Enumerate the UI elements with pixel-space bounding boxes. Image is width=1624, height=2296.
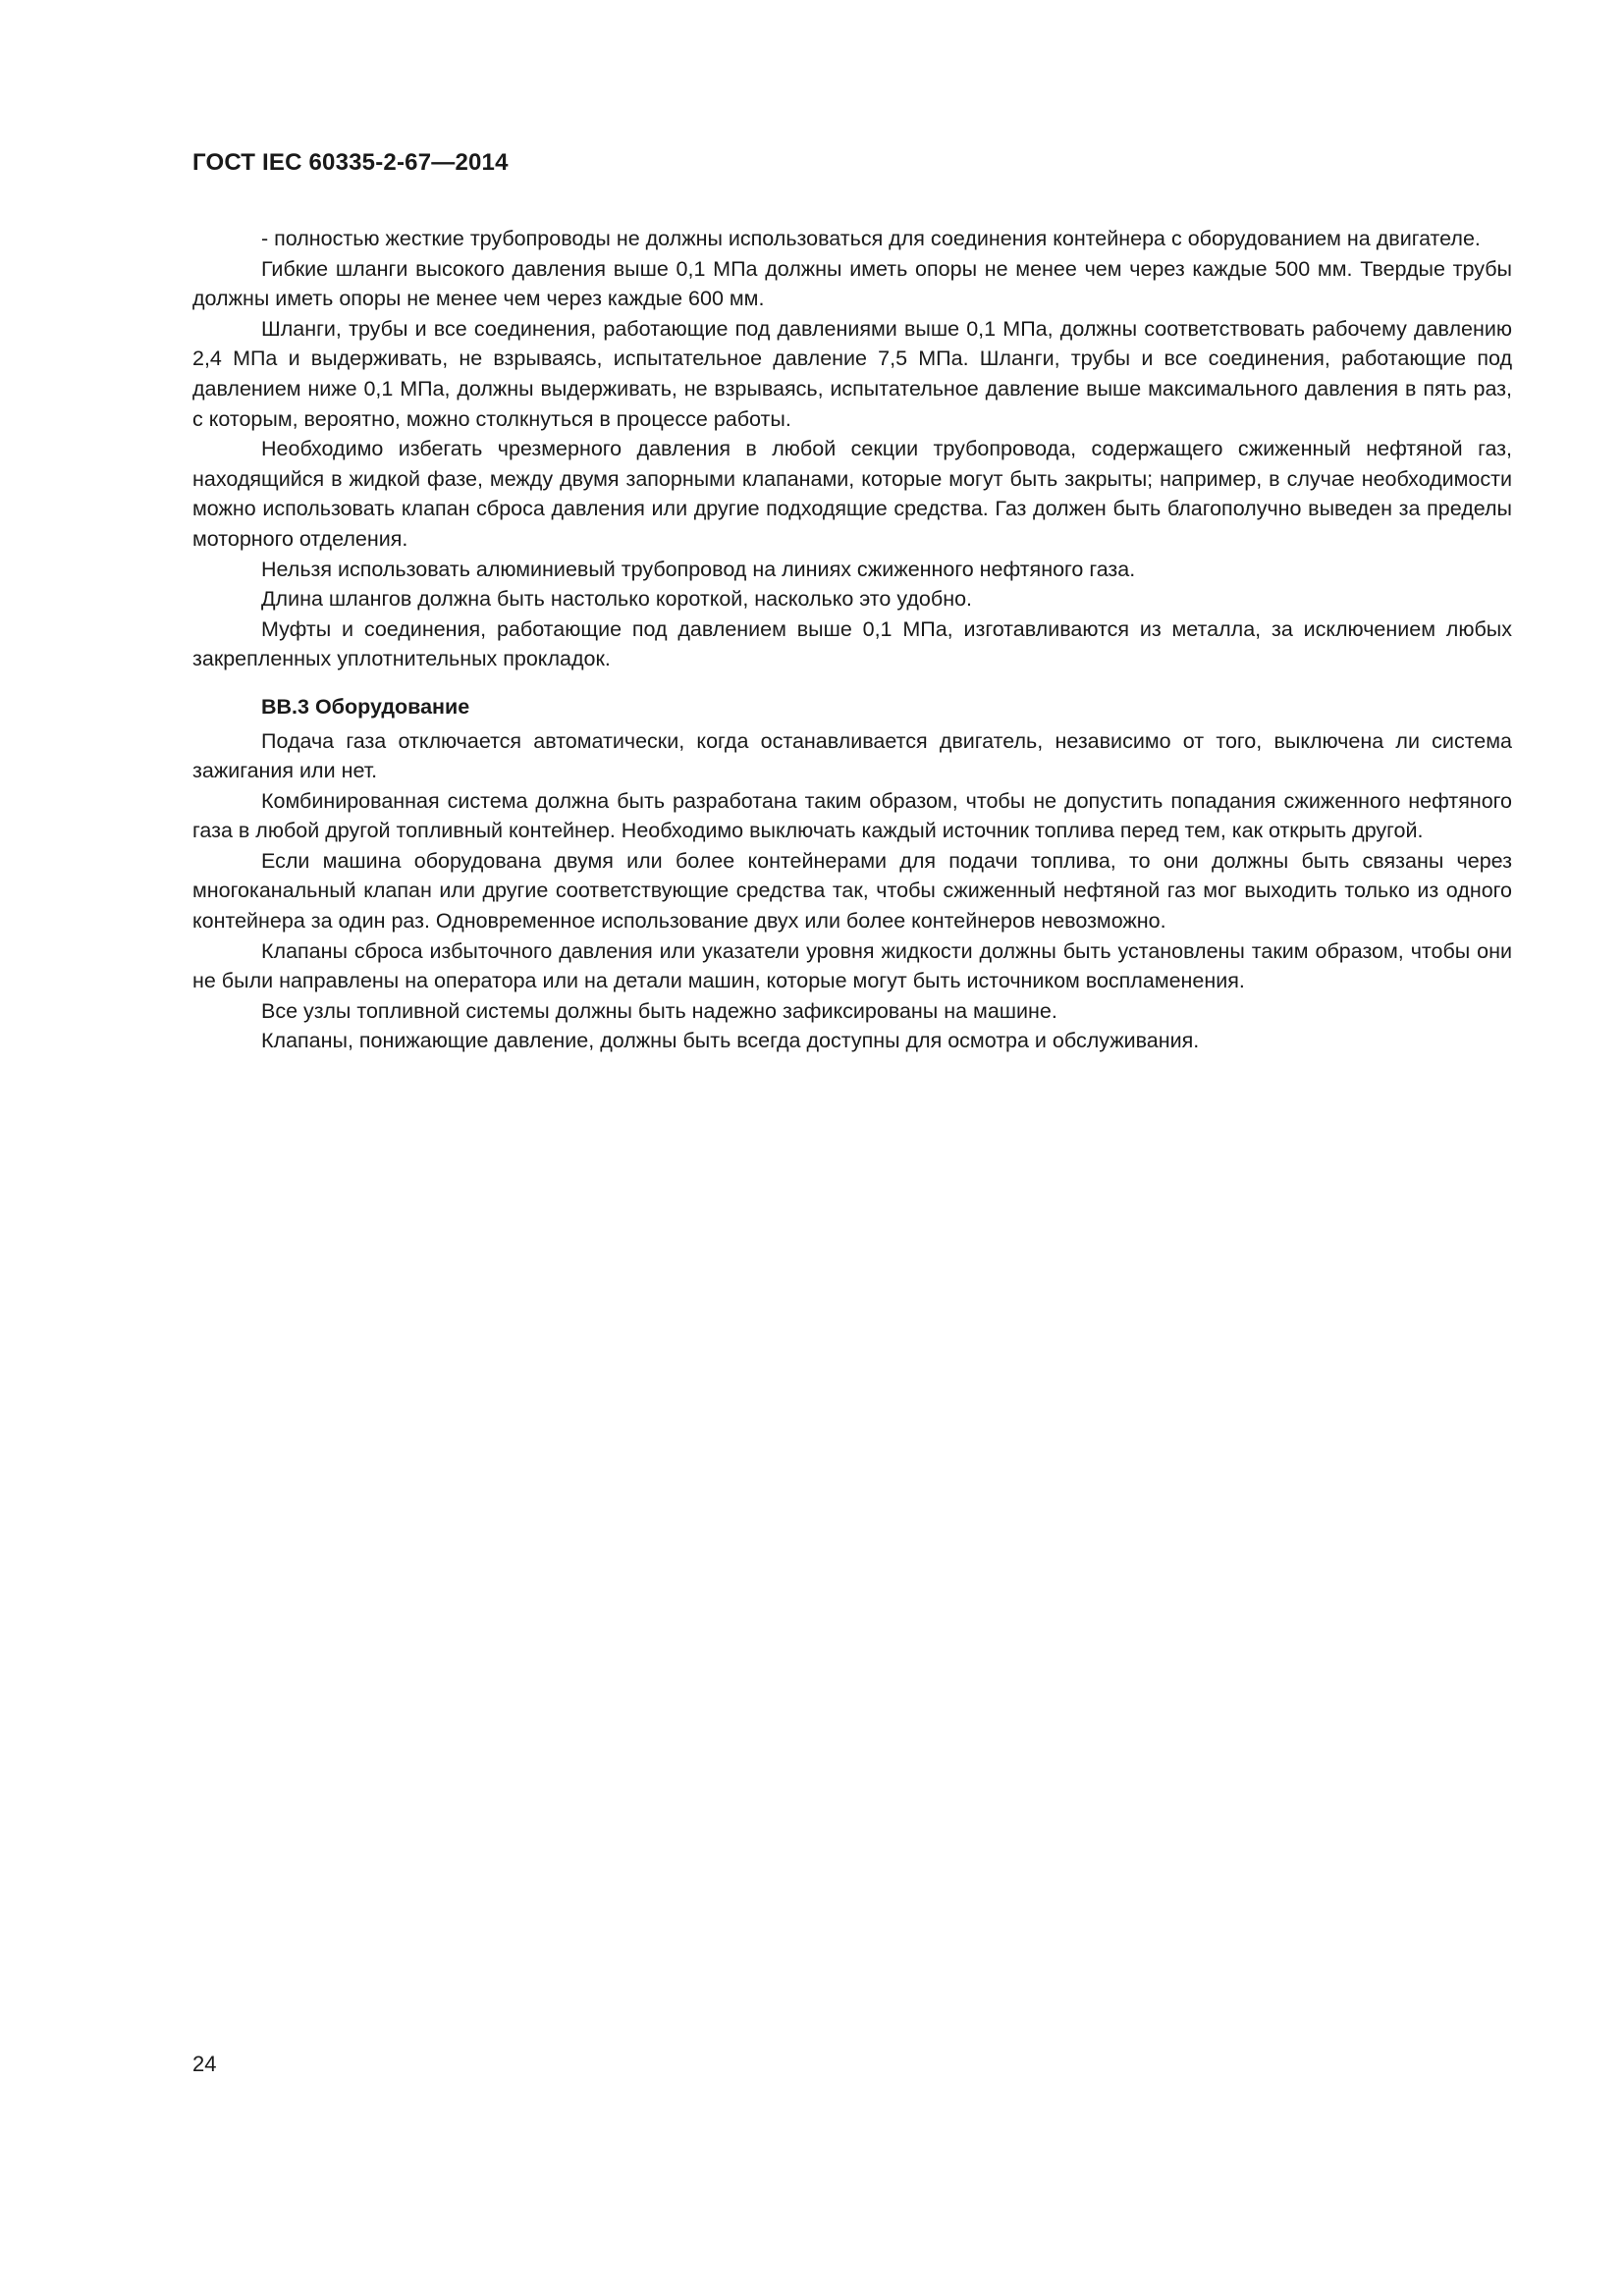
paragraph: Необходимо избегать чрезмерного давления в любой секции трубопровода, содержащего сжиженный нефтяной газ, находящийся в жидкой фазе, между двумя запорными клапанами, которые могут быть закрыты; например, в случае необходимости можно использовать клапан сброса давления или другие подходящие средства. Газ должен быть благополучно выведен за пределы моторного отделения.: [192, 437, 1512, 551]
paragraph: Гибкие шланги высокого давления выше 0,1 МПа должны иметь опоры не менее чем через каждые 500 мм. Твердые трубы должны иметь опоры не менее чем через каждые 600 мм.: [192, 256, 1512, 311]
section-heading: ВВ.3 Оборудование: [261, 694, 470, 719]
paragraph: Муфты и соединения, работающие под давлением выше 0,1 МПа, изготавливаются из металла, за исключением любых закрепленных уплотнительных прокладок.: [192, 616, 1512, 671]
paragraph: Комбинированная система должна быть разработана таким образом, чтобы не допустить попадания сжиженного нефтяного газа в любой другой топливный контейнер. Необходимо выключать каждый источник топлива перед тем, как открыть другой.: [192, 788, 1512, 843]
paragraph: Клапаны сброса избыточного давления или указатели уровня жидкости должны быть установлены таким образом, чтобы они не были направлены на оператора или на детали машин, которые могут быть источником воспламенения.: [192, 938, 1512, 993]
page-number: 24: [192, 2052, 217, 2076]
document-body: [192, 224, 1512, 1056]
paragraph: Длина шлангов должна быть настолько короткой, насколько это удобно.: [261, 587, 972, 612]
paragraph: Нельзя использовать алюминиевый трубопровод на линиях сжиженного нефтяного газа.: [261, 557, 1136, 581]
paragraph: Шланги, трубы и все соединения, работающие под давлениями выше 0,1 МПа, должны соответствовать рабочему давлению 2,4 МПа и выдерживать, не взрываясь, испытательное давление 7,5 МПа. Шланги, трубы и все соединения, работающие под давлением ниже 0,1 МПа, должны выдерживать, не взрываясь, испытательное давление выше максимального давления в пять раз, с которым, вероятно, можно столкнуться в процессе работы.: [192, 316, 1512, 431]
paragraph: Если машина оборудована двумя или более контейнерами для подачи топлива, то они должны быть связаны через многоканальный клапан или другие соответствующие средства так, чтобы сжиженный нефтяной газ мог выходить только из одного контейнера за один раз. Одновременное использование двух или более контейнеров невозможно.: [192, 848, 1512, 934]
paragraph: Подача газа отключается автоматически, когда останавливается двигатель, независимо от того, выключена ли система зажигания или нет.: [192, 728, 1512, 783]
paragraph: Клапаны, понижающие давление, должны быть всегда доступны для осмотра и обслуживания.: [261, 1029, 1200, 1053]
paragraph: Все узлы топливной системы должны быть надежно зафиксированы на машине.: [261, 998, 1057, 1023]
paragraph: - полностью жесткие трубопроводы не должны использоваться для соединения контейнера с оборудованием на двигателе.: [261, 227, 1481, 250]
document-header: ГОСТ IEC 60335-2-67—2014: [192, 149, 509, 176]
